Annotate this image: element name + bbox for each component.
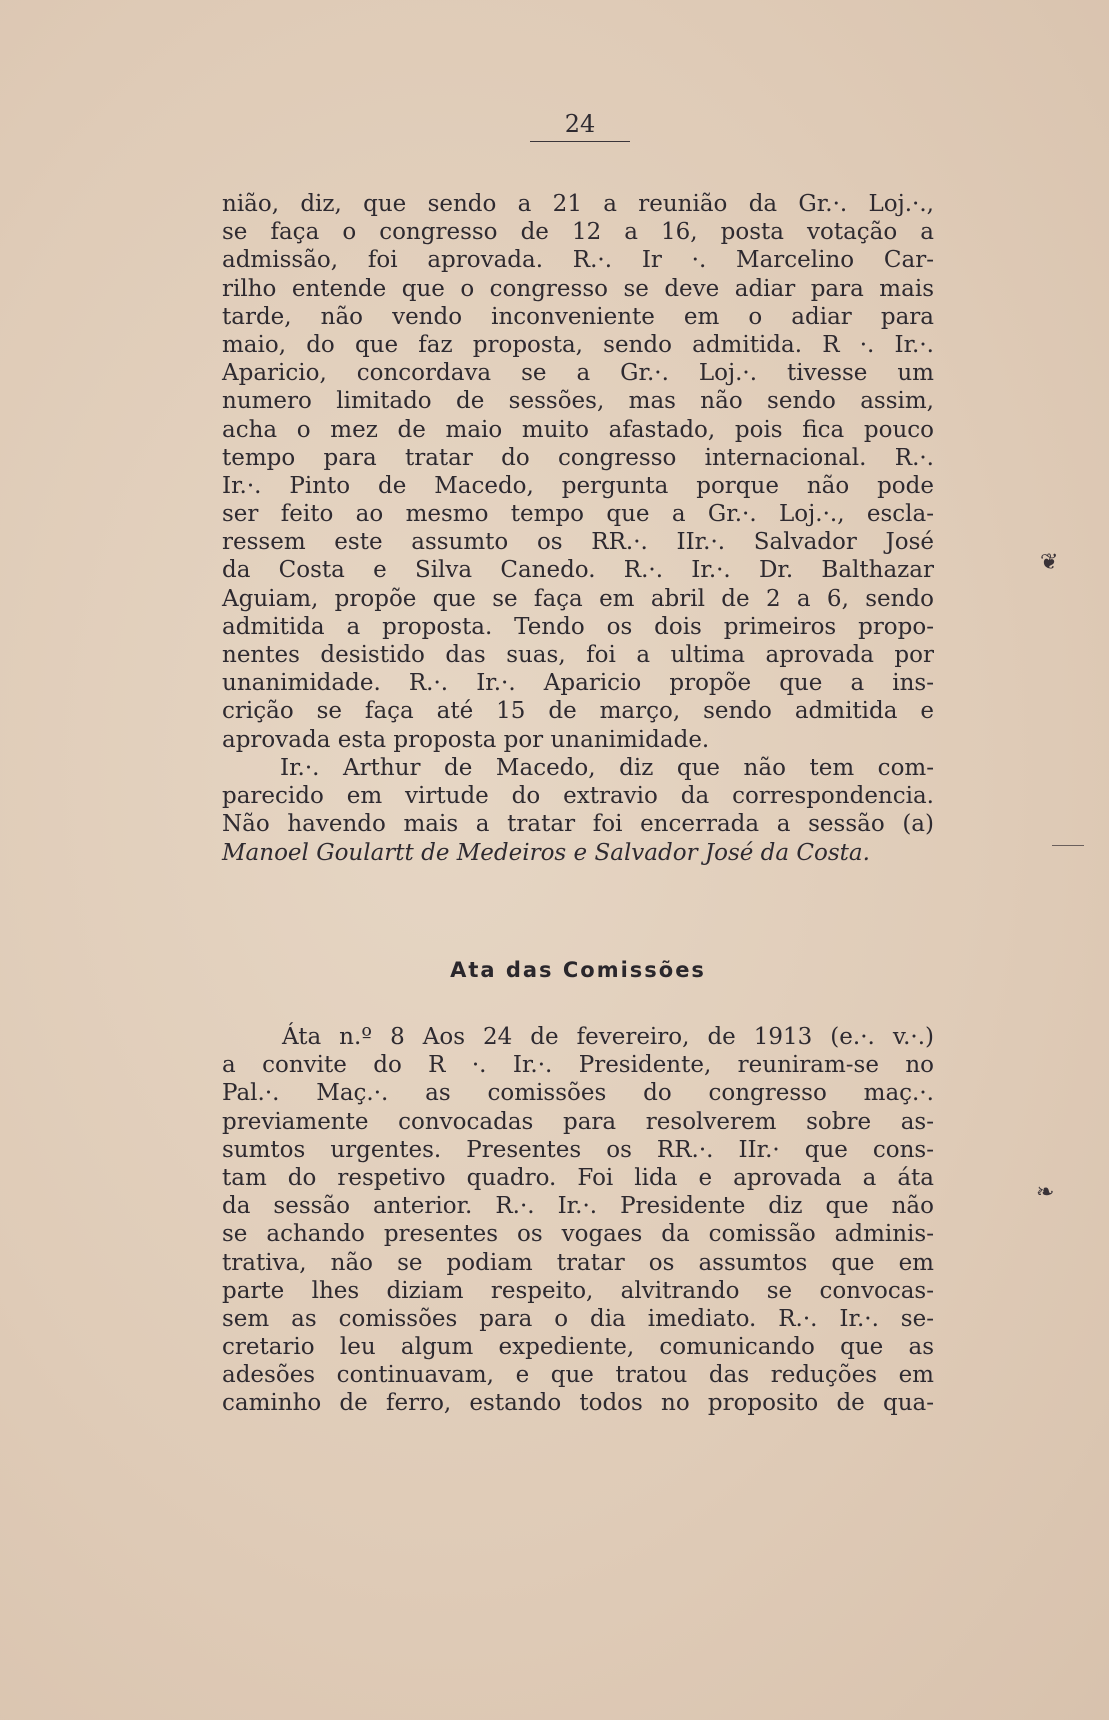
text-line: Ir.·. Arthur de Macedo, diz que não tem com- xyxy=(280,755,934,781)
margin-ornament-icon: ❦ xyxy=(1040,550,1059,575)
paragraph-minutes xyxy=(222,1023,934,1418)
text-line: admitida a proposta. Tendo os dois primeiros propo- xyxy=(222,613,934,640)
paragraph-continuation xyxy=(222,190,934,754)
text-line: numero limitado de sessões, mas não sendo assim, xyxy=(222,388,934,415)
text-line: sem as comissões para o dia imediato. R.·. Ir.·. se- xyxy=(222,1305,934,1332)
text-line: aprovada esta proposta por unanimidade. xyxy=(222,726,710,753)
text-line: tam do respetivo quadro. Foi lida e aprovada a áta xyxy=(222,1164,934,1191)
text-line: crição se faça até 15 de março, sendo admitida e xyxy=(222,698,934,725)
text-line: maio, do que faz proposta, sendo admitida. R ·. Ir.·. xyxy=(222,331,934,358)
text-line: ressem este assumto os RR.·. IIr.·. Salvador José xyxy=(222,529,934,556)
text-line: a convite do R ·. Ir.·. Presidente, reuniram-se no xyxy=(222,1052,934,1079)
text-line: ser feito ao mesmo tempo que a Gr.·. Loj.·., escla- xyxy=(222,501,934,528)
text-line: acha o mez de maio muito afastado, pois fica pouco xyxy=(222,416,934,443)
text-line: se achando presentes os vogaes da comissão adminis- xyxy=(222,1221,934,1248)
margin-ornament-icon: ❧ xyxy=(1036,1180,1055,1205)
text-line: Pal.·. Maç.·. as comissões do congresso maç.·. xyxy=(222,1080,934,1107)
text-line: Áta n.º 8 Aos 24 de fevereiro, de 1913 (e.·. v.·.) xyxy=(282,1024,934,1050)
text-line: caminho de ferro, estando todos no proposito de qua- xyxy=(222,1390,934,1417)
text-line: parecido em virtude do extravio da correspondencia. xyxy=(222,783,934,810)
text-line: trativa, não se podiam tratar os assumtos que em xyxy=(222,1249,934,1276)
text-line: unanimidade. R.·. Ir.·. Aparicio propõe que a ins- xyxy=(222,670,934,697)
text-line: Aparicio, concordava se a Gr.·. Loj.·. tivesse um xyxy=(222,360,934,387)
text-line: nentes desistido das suas, foi a ultima aprovada por xyxy=(222,642,934,668)
text-line: cretario leu algum expediente, comunicando que as xyxy=(222,1334,934,1361)
text-line: parte lhes diziam respeito, alvitrando se convocas- xyxy=(222,1277,934,1304)
text-line: Ir.·. Pinto de Macedo, pergunta porque não pode xyxy=(222,472,934,499)
text-line: da Costa e Silva Canedo. R.·. Ir.·. Dr. Balthazar xyxy=(222,557,934,584)
text-line: previamente convocadas para resolverem sobre as- xyxy=(222,1108,934,1135)
margin-dash xyxy=(1052,845,1084,846)
text-line: tarde, não vendo inconveniente em o adiar para xyxy=(222,303,934,330)
text-line: se faça o congresso de 12 a 16, posta votação a xyxy=(222,219,934,246)
section-heading: Ata das Comissões xyxy=(450,958,706,982)
text-line: Aguiam, propõe que se faça em abril de 2 a 6, sendo xyxy=(222,585,934,612)
signature-line: Manoel Goulartt de Medeiros e Salvador José da Costa. xyxy=(222,839,870,866)
page-number-underline xyxy=(530,141,630,142)
text-line: da sessão anterior. R.·. Ir.·. Presidente diz que não xyxy=(222,1193,934,1220)
text-line: sumtos urgentes. Presentes os RR.·. IIr.· que cons- xyxy=(222,1136,934,1163)
text-line: nião, diz, que sendo a 21 a reunião da Gr.·. Loj.·., xyxy=(222,191,934,217)
text-line: admissão, foi aprovada. R.·. Ir ·. Marcelino Car- xyxy=(222,247,934,274)
text-line: rilho entende que o congresso se deve adiar para mais xyxy=(222,275,934,302)
text-line: Não havendo mais a tratar foi encerrada a sessão (a) xyxy=(222,811,934,838)
page-number: 24 xyxy=(564,110,596,138)
text-line: tempo para tratar do congresso internacional. R.·. xyxy=(222,444,934,471)
paragraph-closing xyxy=(222,754,934,867)
text-line: adesões continuavam, e que tratou das reduções em xyxy=(222,1362,934,1389)
